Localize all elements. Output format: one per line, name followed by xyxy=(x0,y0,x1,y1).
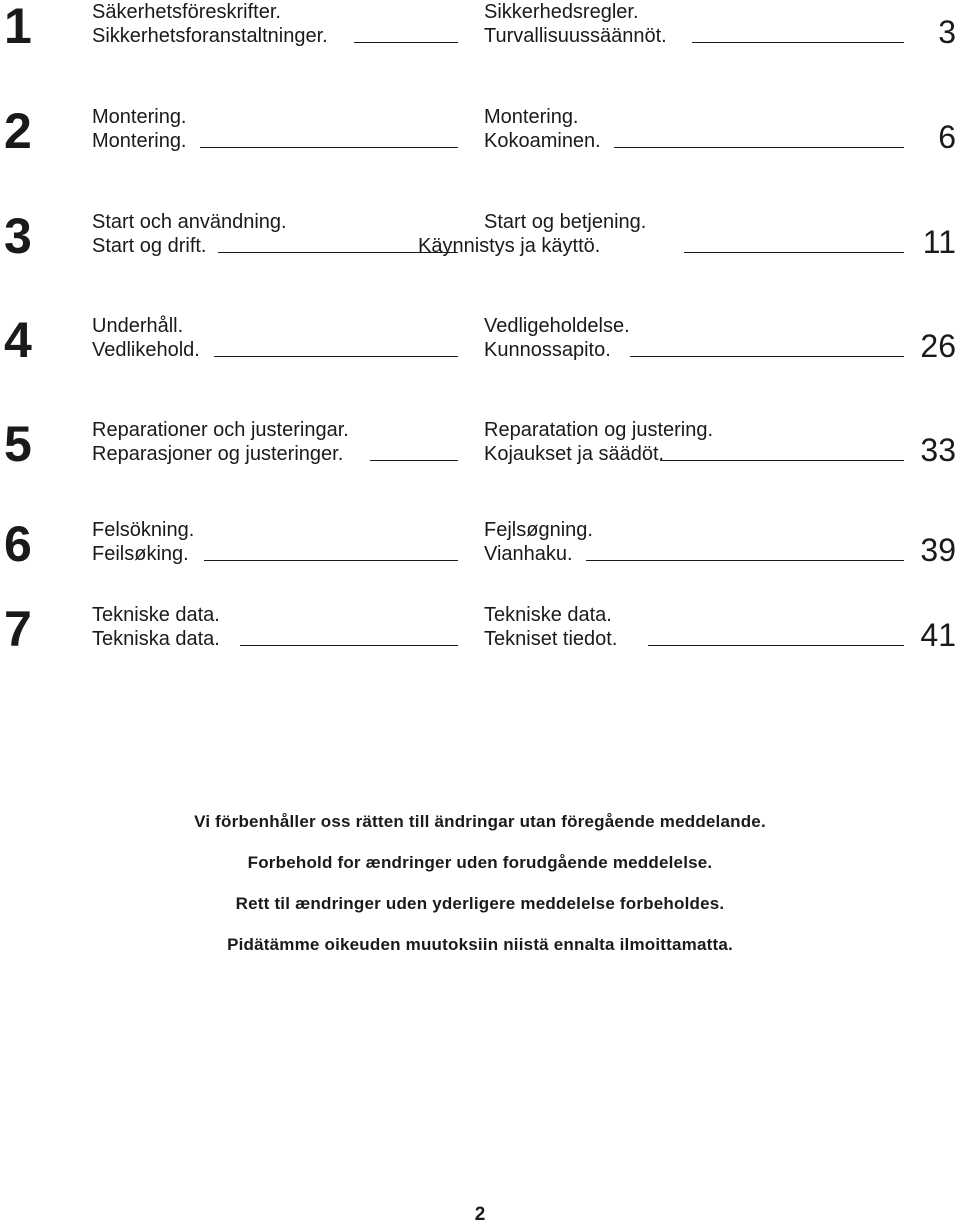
notice-norwegian: Rett til ændringer uden yderligere meddelelse forbeholdes. xyxy=(235,894,725,913)
dot-leader xyxy=(684,252,904,253)
chapter-number: 4 xyxy=(4,312,31,368)
entry-title-swedish: Montering. xyxy=(92,106,187,128)
toc-row-2 xyxy=(0,105,960,195)
entry-title-norwegian: Start og drift. xyxy=(92,235,207,257)
entry-title-swedish: Felsökning. xyxy=(92,519,195,541)
dot-leader xyxy=(200,147,458,148)
chapter-number: 3 xyxy=(4,208,31,264)
entry-title-danish: Sikkerhedsregler. xyxy=(484,1,639,23)
page-number: 39 xyxy=(920,532,956,568)
dot-leader xyxy=(214,356,458,357)
page-number: 33 xyxy=(920,432,956,468)
entry-title-swedish: Reparationer och justeringar. xyxy=(92,419,349,441)
notice-swedish: Vi förbenhåller oss rätten till ändringar utan föregående meddelande. xyxy=(194,812,766,831)
page-number: 11 xyxy=(922,224,956,260)
dot-leader xyxy=(204,560,458,561)
notice-finnish: Pidätämme oikeuden muutoksiin niistä ennalta ilmoittamatta. xyxy=(227,935,733,954)
page-number: 6 xyxy=(938,119,956,155)
entry-title-danish: Vedligeholdelse. xyxy=(484,315,630,337)
entry-title-swedish: Tekniska data. xyxy=(92,628,220,650)
disclaimer-notice xyxy=(0,812,960,976)
entry-title-finnish: Kunnossapito. xyxy=(484,339,611,361)
entry-title-norwegian: Reparasjoner og justeringer. xyxy=(92,443,344,465)
entry-title-finnish: Kokoaminen. xyxy=(484,130,601,152)
toc-row-1 xyxy=(0,0,960,90)
chapter-number: 6 xyxy=(4,516,31,572)
notice-danish: Forbehold for ændringer uden forudgående meddelelse. xyxy=(247,853,713,872)
chapter-number: 7 xyxy=(4,601,31,657)
page-number: 3 xyxy=(938,14,956,50)
page-number: 26 xyxy=(920,328,956,364)
entry-title-danish: Montering. xyxy=(484,106,579,128)
page-number: 41 xyxy=(920,617,956,653)
entry-title-finnish: Turvallisuussäännöt. xyxy=(484,25,667,47)
dot-leader xyxy=(614,147,904,148)
dot-leader xyxy=(240,645,458,646)
entry-title-norwegian: Montering. xyxy=(92,130,187,152)
chapter-number: 2 xyxy=(4,103,31,159)
toc-row-5 xyxy=(0,418,960,508)
dot-leader xyxy=(692,42,904,43)
entry-title-swedish: Säkerhetsföreskrifter. xyxy=(92,1,281,23)
dot-leader xyxy=(586,560,904,561)
dot-leader xyxy=(660,460,904,461)
entry-title-swedish: Start och användning. xyxy=(92,211,287,233)
entry-title-danish: Fejlsøgning. xyxy=(484,519,593,541)
entry-title-danish: Start og betjening. xyxy=(484,211,647,233)
entry-title-swedish: Underhåll. xyxy=(92,315,184,337)
entry-title-danish: Reparatation og justering. xyxy=(484,419,714,441)
entry-title-finnish: Tekniset tiedot. xyxy=(484,628,618,650)
entry-title-norwegian: Vedlikehold. xyxy=(92,339,200,361)
chapter-number: 1 xyxy=(4,0,31,54)
entry-title-norwegian: Feilsøking. xyxy=(92,543,189,565)
entry-title-finnish: Käynnistys ja käyttö. xyxy=(418,235,601,257)
entry-title-norwegian: Sikkerhetsforanstaltninger. xyxy=(92,25,328,47)
toc-row-6 xyxy=(0,518,960,608)
dot-leader xyxy=(370,460,458,461)
toc-row-4 xyxy=(0,314,960,404)
toc-row-7 xyxy=(0,603,960,693)
entry-title-finnish: Kojaukset ja säädöt. xyxy=(484,443,665,465)
dot-leader xyxy=(648,645,904,646)
dot-leader xyxy=(630,356,904,357)
dot-leader xyxy=(354,42,458,43)
entry-title-finnish: Vianhaku. xyxy=(484,543,573,565)
footer-page-number: 2 xyxy=(474,1204,486,1225)
entry-title-norwegian: Tekniske data. xyxy=(92,604,220,626)
entry-title-danish: Tekniske data. xyxy=(484,604,612,626)
toc-row-3 xyxy=(0,210,960,300)
chapter-number: 5 xyxy=(4,416,31,472)
